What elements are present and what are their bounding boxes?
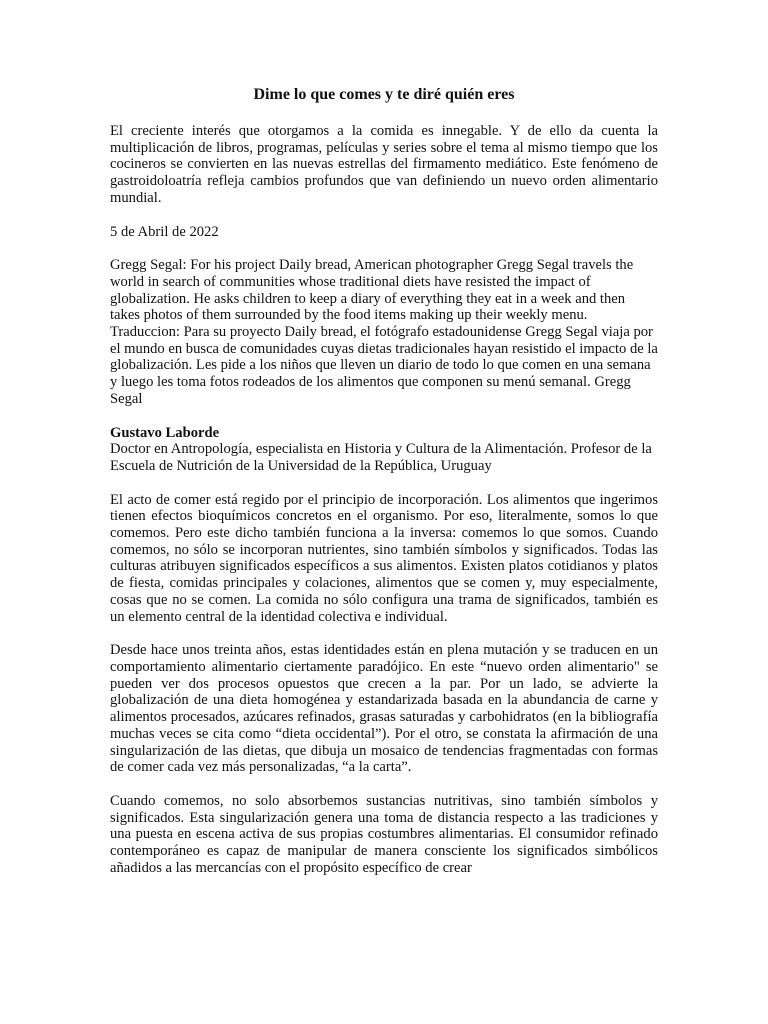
body-paragraph-2: Desde hace unos treinta años, estas identidades están en plena mutación y se traducen en un comportamiento alimentario ciertamente paradójico. En este “nuevo orden alimentario" se pueden ver dos procesos opuestos que crecen a la par. Por un lado, se advierte la globalización de una dieta homogénea y estandarizada basada en la abundancia de carne y alimentos procesados, azúcares refinados, grasas saturadas y carbohidratos (en la bibliografía muchas veces se cita como “dieta occidental”). Por el otro, se constata la afirmación de una singularización de las dietas, que dibuja un mosaico de tendencias fragmentadas con formas de comer cada vez más personalizadas, “a la carta”. bbox=[110, 642, 658, 776]
document-body bbox=[110, 85, 658, 876]
photo-caption-spanish: Traduccion: Para su proyecto Daily bread, el fotógrafo estadounidense Gregg Segal viaja por el mundo en busca de comunidades cuyas dietas tradicionales hayan resistido el impacto de la globalización. Les pide a los niños que lleven un diario de todo lo que comen en una semana y luego les toma fotos rodeados de los alimentos que componen su menú semanal. Gregg Segal bbox=[110, 324, 658, 407]
author-name: Gustavo Laborde bbox=[110, 424, 220, 441]
intro-paragraph: El creciente interés que otorgamos a la comida es innegable. Y de ello da cuenta la multiplicación de libros, programas, películas y series sobre el tema al mismo tiempo que los cocineros se convierten en las nuevas estrellas del firmamento mediático. Este fenómeno de gastroidoloatría refleja cambios profundos que van definiendo un nuevo orden alimentario mundial. bbox=[110, 123, 658, 206]
document-title: Dime lo que comes y te diré quién eres bbox=[253, 86, 515, 103]
author-bio: Doctor en Antropología, especialista en Historia y Cultura de la Alimentación. Profesor de la Escuela de Nutrición de la Universidad de la República, Uruguay bbox=[110, 441, 652, 474]
body-paragraph-3: Cuando comemos, no solo absorbemos sustancias nutritivas, sino también símbolos y significados. Esta singularización genera una toma de distancia respecto a las tradiciones y una puesta en escena activa de sus propias costumbres alimentarias. El consumidor refinado contemporáneo es capaz de manipular de manera consciente los significados simbólicos añadidos a las mercancías con el propósito específico de crear bbox=[110, 792, 658, 876]
photo-caption-english: Gregg Segal: For his project Daily bread, American photographer Gregg Segal travels the world in search of communities whose traditional diets have resisted the impact of globalization. He asks children to keep a diary of everything they eat in a week and then takes photos of them surrounded by the food items making up their weekly menu. bbox=[110, 257, 634, 324]
publication-date: 5 de Abril de 2022 bbox=[110, 223, 219, 240]
body-paragraph-1: El acto de comer está regido por el principio de incorporación. Los alimentos que ingerimos tienen efectos bioquímicos concretos en el organismo. Por eso, literalmente, somos lo que comemos. Pero este dicho también funciona a la inversa: comemos lo que somos. Cuando comemos, no sólo se incorporan nutrientes, sino también símbolos y significados. Todas las culturas atribuyen significados específicos a sus alimentos. Existen platos cotidianos y platos de fiesta, comidas principales y colaciones, alimentos que se comen y, muy especialmente, cosas que no se comen. La comida no sólo configura una trama de significados, también es un elemento central de la identidad colectiva e individual. bbox=[110, 491, 658, 625]
